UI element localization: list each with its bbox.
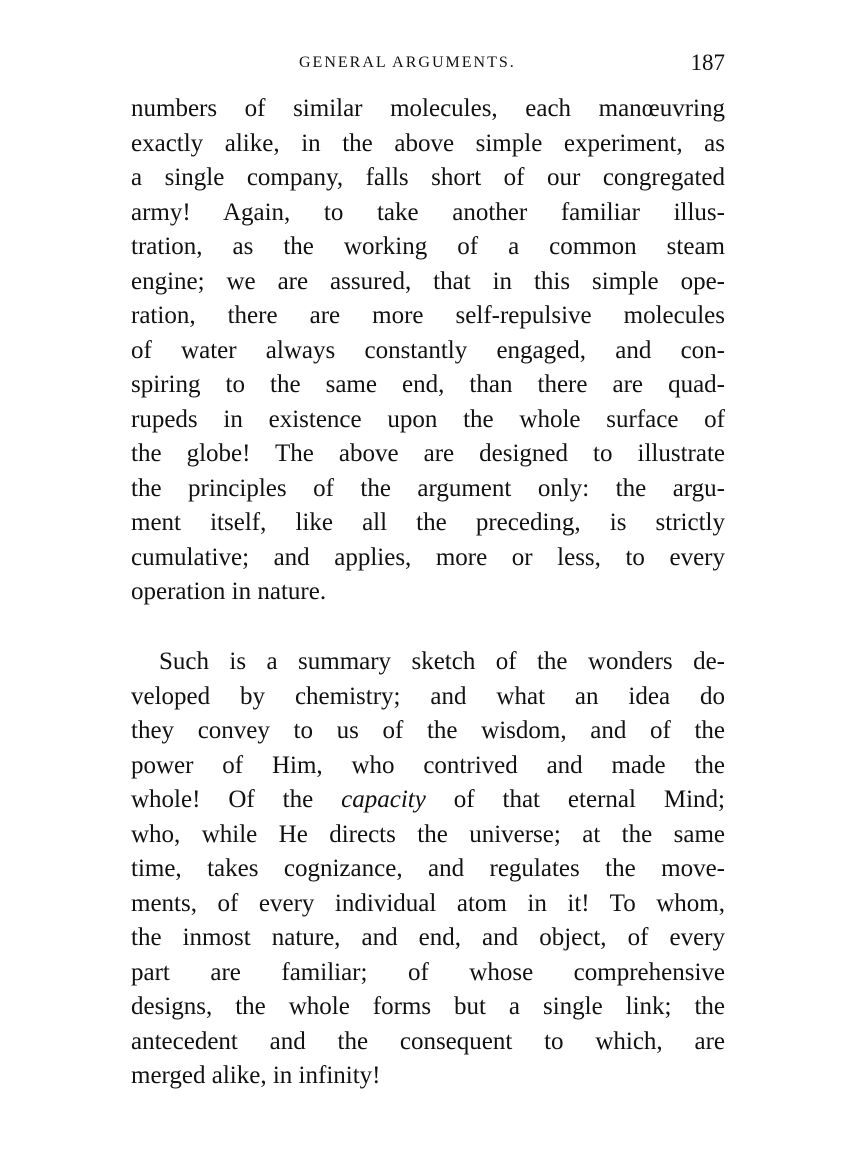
text-line — [131, 783, 725, 818]
text-line: the principles of the argument only: the argu- — [131, 474, 725, 502]
text-line: ration, there are more self-repulsive molecules — [131, 302, 725, 329]
text-segment: whole! Of the — [131, 786, 342, 813]
text-line: ments, of every individual atom in it! To whom, — [131, 889, 725, 917]
text-line: who, while He directs the universe; at the same — [131, 820, 725, 848]
text-line: cumulative; and applies, more or less, to every — [131, 543, 725, 571]
text-line: rupeds in existence upon the whole surface of — [131, 405, 725, 433]
text-line: a single company, falls short of our congregated — [131, 164, 725, 191]
paragraph — [131, 645, 725, 1094]
running-title: GENERAL ARGUMENTS. — [299, 54, 516, 71]
text-line: the globe! The above are designed to illustrate — [131, 440, 725, 467]
italic-emphasis: capacity — [341, 786, 426, 813]
paragraph — [131, 92, 725, 610]
text-line: antecedent and the consequent to which, are — [131, 1027, 725, 1055]
text-line: army! Again, to take another familiar illus- — [131, 198, 725, 226]
text-line: part are familiar; of whose comprehensive — [131, 958, 725, 986]
text-line: tration, as the working of a common steam — [131, 233, 725, 260]
text-line: the inmost nature, and end, and object, of every — [131, 924, 725, 951]
text-line: merged alike, in infinity! — [131, 1062, 381, 1089]
text-line: veloped by chemistry; and what an idea do — [131, 682, 725, 710]
text-line: spiring to the same end, than there are quad- — [131, 371, 725, 398]
text-segment: of that eternal Mind; — [425, 786, 725, 813]
text-line: Such is a summary sketch of the wonders de- — [159, 648, 725, 675]
text-line: engine; we are assured, that in this simple ope- — [131, 267, 725, 295]
text-line: time, takes cognizance, and regulates the move- — [131, 855, 725, 882]
text-line: designs, the whole forms but a single link; the — [131, 993, 725, 1020]
text-line: operation in nature. — [131, 578, 327, 605]
running-head — [131, 50, 725, 80]
text-line: they convey to us of the wisdom, and of the — [131, 717, 725, 744]
page-number: 187 — [690, 50, 725, 75]
text-line: power of Him, who contrived and made the — [131, 751, 725, 779]
text-line: numbers of similar molecules, each manœuvring — [131, 95, 725, 122]
text-line: of water always constantly engaged, and con- — [131, 336, 725, 364]
text-line: exactly alike, in the above simple experiment, as — [131, 129, 725, 157]
text-line: ment itself, like all the preceding, is strictly — [131, 509, 725, 536]
